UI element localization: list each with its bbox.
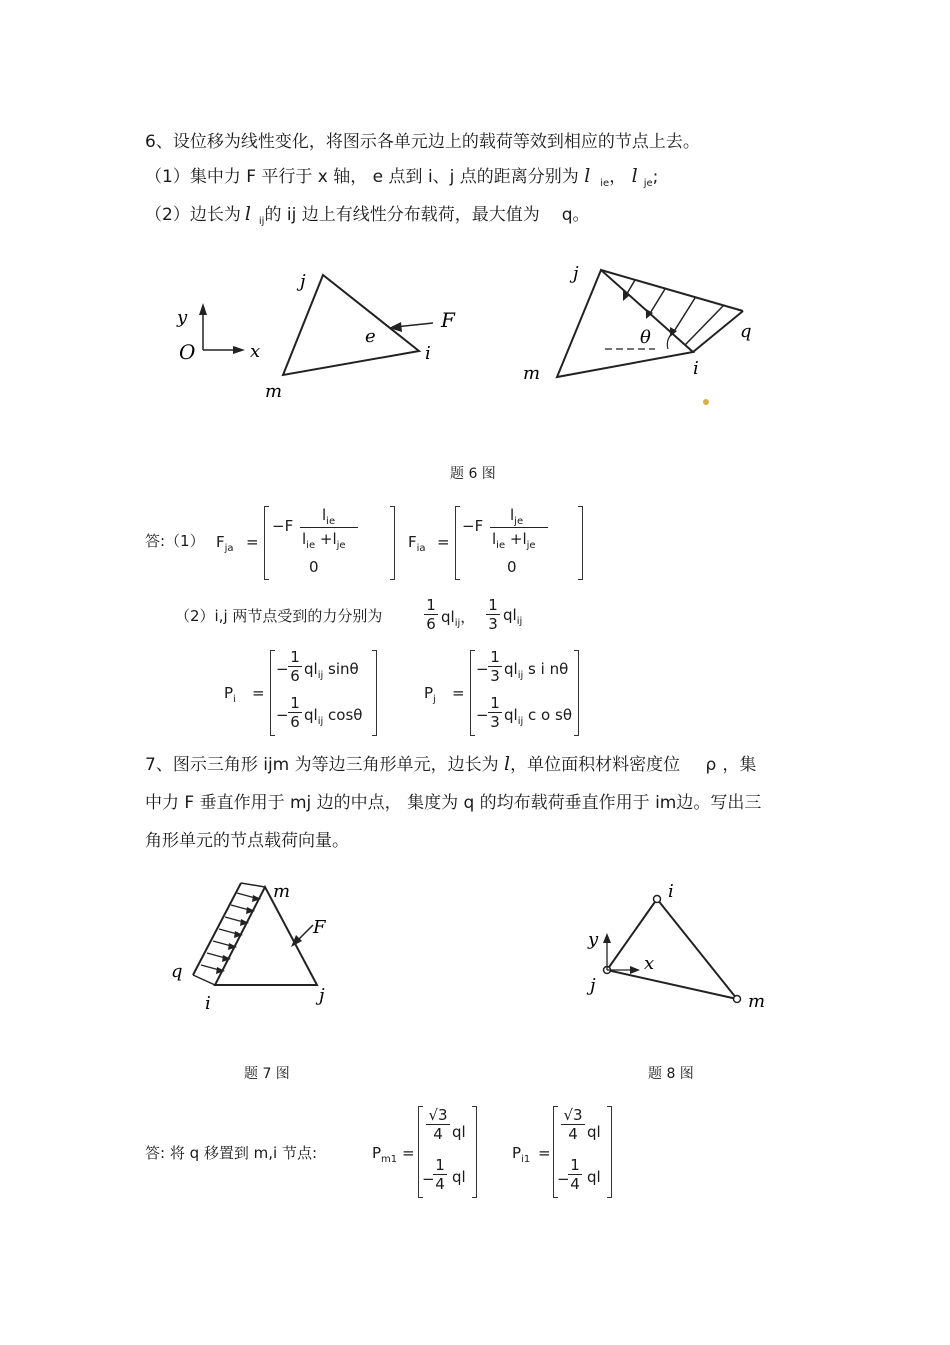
Pi1-row2-frac: $\frac{1}{4}$ — [568, 1156, 582, 1193]
Pi1-symbol: $P_{i1}$ — [512, 1144, 531, 1165]
label-theta: θ — [640, 327, 651, 348]
q6-line2: （2）边长为 l $_{ij}$的 ij 边上有线性分布载荷，最大值为 q。 — [145, 203, 590, 227]
label-i-right: i — [693, 358, 699, 379]
x-axis-arrow-8 — [630, 966, 640, 974]
frac-1-3: $\frac{1}{3}$ — [486, 596, 500, 633]
Pi-row1-minus: − — [276, 660, 289, 678]
Pj-row2-frac: $\frac{1}{3}$ — [488, 694, 502, 731]
ans6-prefix: 答:（1） — [145, 532, 205, 550]
node-i — [654, 896, 661, 903]
triangle-ijm-8 — [607, 899, 737, 999]
Fja-bracket-right — [390, 506, 395, 580]
label-i-8: i — [668, 881, 674, 902]
label-m-7: m — [273, 881, 291, 902]
Pj-row2-minus: − — [476, 706, 489, 724]
Pj-bracket-left — [470, 650, 475, 736]
label-y-8: y — [588, 929, 599, 950]
triangle-ijm-right — [557, 270, 693, 377]
Pm1-equals: = — [402, 1144, 415, 1162]
label-i-7: i — [205, 993, 211, 1014]
y-axis-arrow-8 — [603, 933, 611, 943]
Fja-symbol: $F_{ja}$ — [216, 533, 234, 554]
label-i: i — [425, 343, 431, 364]
load-bottom-cap — [193, 975, 215, 985]
label-O: O — [179, 340, 196, 364]
label-x: x — [250, 341, 261, 362]
fig6-caption: 题 6 图 — [450, 466, 496, 482]
ql-ij-2: $ql_{ij}$ — [503, 606, 523, 627]
ql-ij-1: $ql_{ij}$， — [441, 608, 476, 629]
label-j: j — [300, 271, 306, 292]
Pm1-row2-frac: $\frac{1}{4}$ — [433, 1156, 447, 1193]
label-m: m — [265, 381, 283, 402]
Pj-row2-expr: $ql_{ij}$ c o sθ — [504, 706, 573, 727]
load-outer-line — [193, 883, 241, 975]
label-q-7: q — [171, 961, 183, 982]
Pj-row1-expr: $ql_{ij}$ s i nθ — [504, 660, 569, 681]
load-top-line — [601, 270, 743, 311]
Pi-row2-minus: − — [276, 706, 289, 724]
Fja-bracket-left — [264, 506, 269, 580]
Fia-bracket-left — [455, 506, 460, 580]
Pm1-row1-ql: ql — [452, 1123, 466, 1141]
frac-1-6: $\frac{1}{6}$ — [424, 596, 438, 633]
Pi1-row1-frac: $\frac{√3}{4}$ — [561, 1106, 585, 1143]
fig6-left-diagram — [165, 255, 465, 415]
Pm1-row2-minus: − — [422, 1170, 435, 1188]
Fia-minusF: −F — [462, 517, 484, 535]
Pj-bracket-right — [574, 650, 579, 736]
load-end-line — [693, 311, 743, 352]
Fia-zero: 0 — [507, 558, 517, 576]
Fia-symbol: $F_{ia}$ — [408, 533, 426, 554]
y-axis-arrow — [199, 303, 207, 315]
Pi-bracket-right — [372, 650, 377, 736]
label-F: F — [441, 308, 455, 332]
Fia-fraction-bar — [490, 527, 548, 528]
label-j-7: j — [319, 985, 325, 1006]
fig6-right-diagram — [515, 255, 775, 415]
Fia-equals: = — [437, 533, 450, 551]
x-axis-arrow — [233, 346, 245, 354]
Fja-equals: = — [246, 533, 259, 551]
Pi-bracket-left — [270, 650, 275, 736]
yellow-dot — [703, 399, 709, 405]
label-j-right: j — [573, 263, 579, 284]
label-e: e — [365, 326, 376, 347]
Pm1-row2-ql: ql — [452, 1168, 466, 1186]
q6-title: 6、设位移为线性变化，将图示各单元边上的载荷等效到相应的节点上去。 — [145, 132, 700, 152]
load-top-cap — [241, 883, 265, 887]
Pi-symbol: $P_i$ — [224, 684, 236, 705]
label-y: y — [177, 307, 188, 328]
Fja-zero: 0 — [309, 558, 319, 576]
Fia-denominator: $l_{ie} +l_{je}$ — [492, 530, 536, 551]
Pm1-row1-frac: $\frac{√3}{4}$ — [426, 1106, 450, 1143]
Pj-symbol: $P_j$ — [424, 684, 436, 705]
Pj-row1-frac: $\frac{1}{3}$ — [488, 648, 502, 685]
Fja-numerator: $l_{ie}$ — [322, 506, 336, 527]
Pi1-bracket-right — [607, 1106, 612, 1198]
Pi-row1-expr: $ql_{ij}$ sinθ — [304, 660, 359, 681]
fig7-diagram — [165, 875, 355, 1020]
q7-line2: 中力 F 垂直作用于 mj 边的中点， 集度为 q 的均布载荷垂直作用于 im边。写出三 — [145, 793, 762, 813]
fig8-caption: 题 8 图 — [648, 1066, 694, 1082]
fig7-caption: 题 7 图 — [244, 1066, 290, 1082]
fig8-diagram — [580, 875, 770, 1020]
ans6-part2: （2）i,j 两节点受到的力分别为 — [175, 607, 383, 625]
Pi-row2-expr: $ql_{ij}$ cosθ — [304, 706, 363, 727]
q6-line1: （1）集中力 F 平行于 x 轴， e 点到 i、j 点的距离分别为 l $_{ie}$， l $_{je}$; — [145, 165, 659, 189]
Pi1-equals: = — [538, 1144, 551, 1162]
Pm1-bracket-right — [472, 1106, 477, 1198]
Fja-minusF: −F — [272, 517, 294, 535]
label-m-8: m — [748, 991, 766, 1012]
ans7-prefix: 答: 将 q 移置到 m,i 节点: — [145, 1144, 318, 1162]
label-x-8: x — [644, 953, 655, 974]
q7-line3: 角形单元的节点载荷向量。 — [145, 831, 349, 851]
Fja-denominator: $l_{ie} +l_{je}$ — [302, 530, 346, 551]
Fja-fraction-bar — [300, 527, 358, 528]
Pm1-symbol: $P_{m1}$ — [372, 1144, 398, 1165]
Pi-equals: = — [252, 684, 265, 702]
label-q: q — [740, 321, 752, 342]
Pj-equals: = — [452, 684, 465, 702]
Pi1-row1-ql: ql — [587, 1123, 601, 1141]
Pi1-row2-minus: − — [557, 1170, 570, 1188]
label-F-7: F — [313, 917, 326, 938]
Pi1-row2-ql: ql — [587, 1168, 601, 1186]
Pj-row1-minus: − — [476, 660, 489, 678]
force-F-arrow — [389, 322, 402, 332]
Pi-row1-frac: $\frac{1}{6}$ — [288, 648, 302, 685]
label-j-8: j — [590, 975, 596, 996]
Fia-bracket-right — [578, 506, 583, 580]
label-m-right: m — [523, 363, 541, 384]
node-m — [734, 996, 741, 1003]
Fia-numerator: $l_{je}$ — [510, 506, 524, 527]
q7-line1: 7、图示三角形 ijm 为等边三角形单元，边长为 l，单位面积材料密度位 ρ ，集 — [145, 753, 757, 775]
Pi-row2-frac: $\frac{1}{6}$ — [288, 694, 302, 731]
